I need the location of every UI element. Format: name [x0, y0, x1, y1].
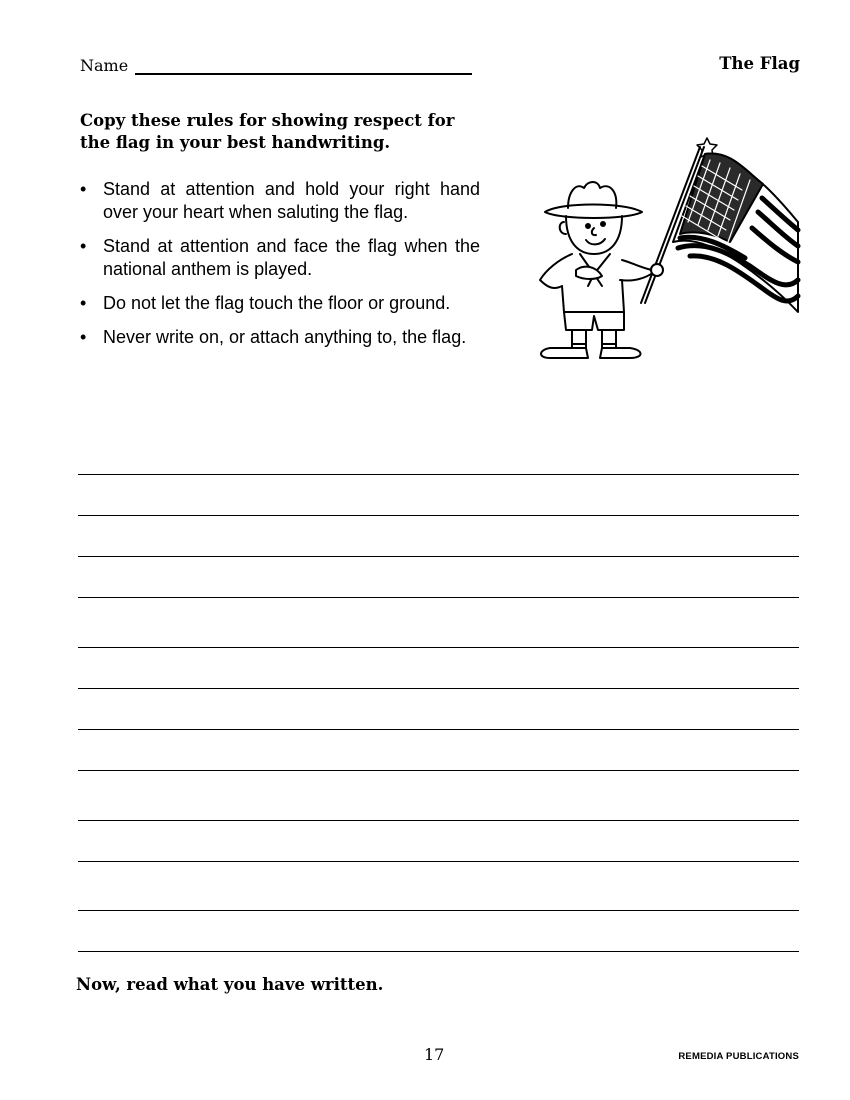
rules-list — [80, 178, 480, 360]
rule-item — [80, 178, 480, 224]
closing-instruction: Now, read what you have written. — [76, 975, 384, 994]
hat — [545, 182, 642, 218]
boy-with-flag-illustration — [530, 130, 810, 370]
rule-item — [80, 235, 480, 281]
bullet-icon: • — [80, 179, 87, 199]
writing-line[interactable] — [78, 515, 799, 516]
rule-text: Stand at attention and hold your right hand over your heart when saluting the flag. — [103, 179, 480, 222]
publisher-name: REMEDIA PUBLICATIONS — [678, 1051, 799, 1062]
bullet-icon: • — [80, 293, 87, 313]
rule-text: Do not let the flag touch the floor or ground. — [103, 293, 451, 313]
writing-line[interactable] — [78, 910, 799, 911]
writing-line[interactable] — [78, 556, 799, 557]
rule-text: Stand at attention and face the flag when the national anthem is played. — [103, 236, 480, 279]
writing-line[interactable] — [78, 474, 799, 475]
page-number: 17 — [424, 1045, 445, 1064]
writing-line[interactable] — [78, 597, 799, 598]
rule-text: Never write on, or attach anything to, the flag. — [103, 327, 467, 347]
bullet-icon: • — [80, 236, 87, 256]
writing-line[interactable] — [78, 770, 799, 771]
page-title: The Flag — [719, 54, 800, 73]
name-input-line[interactable] — [135, 73, 472, 75]
writing-line[interactable] — [78, 951, 799, 952]
boy-head — [560, 216, 622, 254]
writing-line[interactable] — [78, 861, 799, 862]
writing-line[interactable] — [78, 820, 799, 821]
bullet-icon: • — [80, 327, 87, 347]
boy-legs — [541, 312, 641, 358]
writing-line[interactable] — [78, 647, 799, 648]
name-label: Name — [80, 56, 129, 75]
rule-item — [80, 292, 480, 315]
writing-line[interactable] — [78, 729, 799, 730]
instructions: Copy these rules for showing respect for the flag in your best handwriting. — [80, 111, 455, 152]
writing-line[interactable] — [78, 688, 799, 689]
rule-item — [80, 326, 480, 349]
